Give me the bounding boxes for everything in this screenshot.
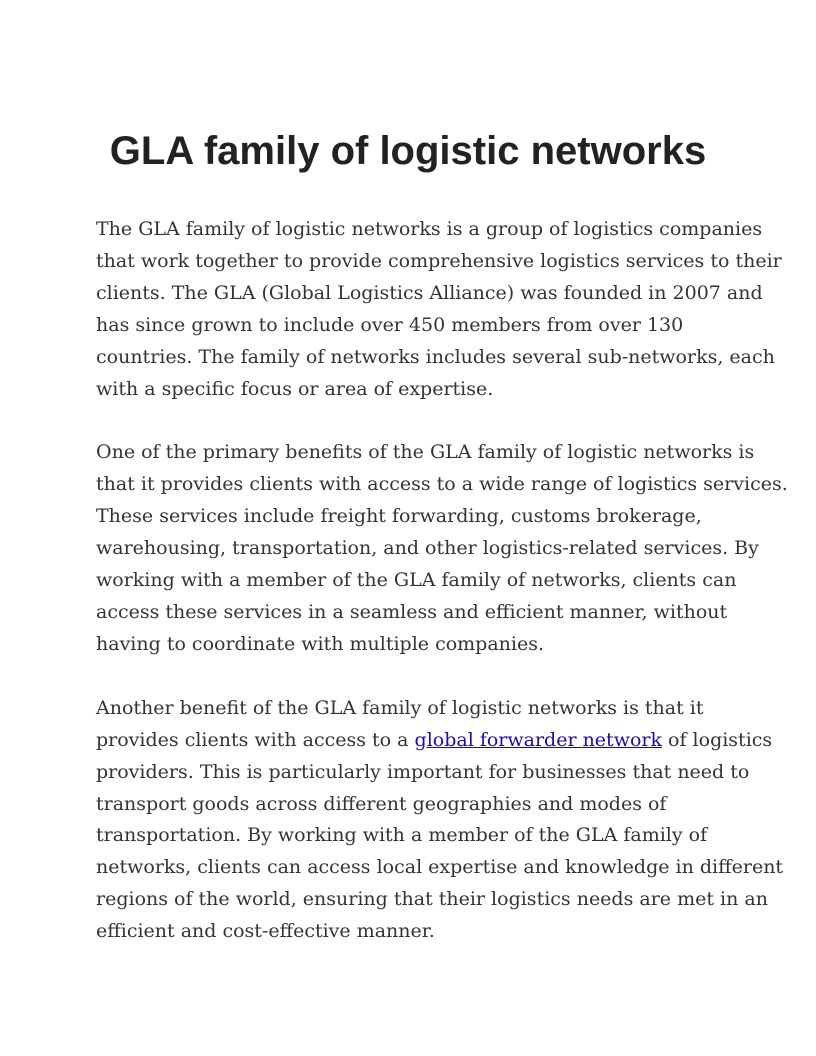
text-line: that it provides clients with access to a wide range of logistics services. bbox=[96, 473, 788, 496]
text-line-with-link bbox=[96, 725, 773, 757]
text-line: transport goods across different geographies and modes of bbox=[96, 792, 667, 815]
global-forwarder-network-link[interactable]: global forwarder network bbox=[414, 728, 662, 751]
text-line: transportation. By working with a member of the GLA family of bbox=[96, 824, 708, 847]
text-line: clients. The GLA (Global Logistics Alliance) was founded in 2007 and bbox=[96, 281, 763, 304]
text-line: networks, clients can access local expertise and knowledge in different bbox=[96, 856, 784, 879]
text-line: Another benefit of the GLA family of logistic networks is that it bbox=[96, 696, 704, 719]
text-line: The GLA family of logistic networks is a group of logistics companies bbox=[96, 218, 763, 240]
text-line: has since grown to include over 450 members from over 130 bbox=[96, 313, 684, 336]
text-line: that work together to provide comprehensive logistics services to their bbox=[96, 249, 782, 272]
document-body bbox=[96, 214, 788, 980]
text-fragment: provides clients with access to a bbox=[96, 728, 415, 751]
text-line: efficient and cost-effective manner. bbox=[96, 920, 435, 943]
text-line: access these services in a seamless and efficient manner, without bbox=[96, 600, 728, 623]
text-line: providers. This is particularly important for businesses that need to bbox=[96, 760, 750, 783]
paragraph-1 bbox=[96, 214, 782, 405]
paragraph-3 bbox=[96, 693, 784, 948]
text-fragment: of logistics bbox=[662, 728, 773, 751]
text-line: warehousing, transportation, and other logistics-related services. By bbox=[96, 537, 759, 560]
text-line: countries. The family of networks includes several sub-networks, each bbox=[96, 345, 775, 368]
text-line: with a specific focus or area of expertise. bbox=[96, 377, 494, 400]
document-title: GLA family of logistic networks bbox=[109, 129, 707, 173]
paragraph-2 bbox=[96, 437, 788, 660]
text-line: regions of the world, ensuring that their logistics needs are met in an bbox=[96, 888, 768, 911]
text-line: These services include freight forwarding, customs brokerage, bbox=[96, 505, 702, 528]
text-line: working with a member of the GLA family of networks, clients can bbox=[96, 569, 737, 592]
text-line: One of the primary benefits of the GLA family of logistic networks is bbox=[96, 441, 755, 464]
text-line: having to coordinate with multiple companies. bbox=[96, 632, 545, 655]
